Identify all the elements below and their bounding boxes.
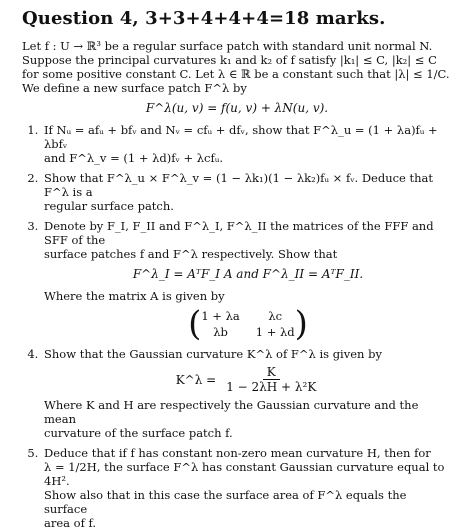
part-3-line-3: Where the matrix A is given by [44, 289, 225, 303]
matrix-cell: 1 + λd [255, 325, 295, 339]
intro-paragraph [22, 39, 452, 95]
part-5-line-1: Deduce that if f has constant non-zero mean curvature H, then for [44, 446, 431, 460]
fraction-denominator: 1 − 2λH + λ²K [226, 380, 317, 394]
part-5-line-2: λ = 1/2H, the surface F^λ has constant Gaussian curvature equal to 4H². [44, 460, 445, 488]
part-5 [42, 446, 452, 530]
matrix-cell: 1 + λa [201, 309, 240, 323]
fraction-numerator: K [263, 365, 280, 380]
fraction [222, 365, 320, 394]
question-parts [22, 123, 452, 530]
gaussian-curvature-equation [44, 365, 452, 394]
part-4-line-1: Show that the Gaussian curvature K^λ of F^λ is given by [44, 347, 382, 361]
intro-line-3: for some positive constant C. Let λ ∈ ℝ be a constant such that |λ| ≤ 1/C. [22, 67, 450, 81]
question-title: Question 4, 3+3+4+4+4=18 marks. [22, 8, 386, 29]
definition-equation: F^λ(u, v) = f(u, v) + λN(u, v). [145, 101, 329, 115]
intro-line-1: Let f : U → ℝ³ be a regular surface patch with standard unit normal N. [22, 39, 433, 53]
left-paren: ( [188, 304, 202, 344]
matrix-cell: λc [268, 309, 283, 323]
matrix-grid [201, 309, 294, 339]
part-2 [42, 171, 452, 213]
part-3-line-2: surface patches f and F^λ respectively. Show that [44, 247, 338, 261]
intro-line-4: We define a new surface patch F^λ by [22, 81, 247, 95]
part-2-line-2: regular surface patch. [44, 199, 174, 213]
intro-line-2: Suppose the principal curvatures k₁ and k₂ of f satisfy |k₁| ≤ C, |k₂| ≤ C [22, 53, 437, 67]
matrix-a [44, 304, 452, 344]
part-4-line-2: Where K and H are respectively the Gaussian curvature and the mean [44, 398, 419, 426]
part-5-line-3: Show also that in this case the surface area of F^λ equals the surface [44, 488, 407, 516]
matrix-cell: λb [213, 325, 228, 339]
part-3 [42, 219, 452, 344]
right-paren: ) [294, 304, 308, 344]
part-3-equation: F^λ_I = AᵀF_I A and F^λ_II = AᵀF_II. [132, 267, 364, 281]
part-1-line-1: If Nᵤ = afᵤ + bfᵥ and Nᵥ = cfᵤ + dfᵥ, show that F^λ_u = (1 + λa)fᵤ + λbfᵥ [44, 123, 438, 151]
part-3-line-1: Denote by F_I, F_II and F^λ_I, F^λ_II the matrices of the FFF and SFF of the [44, 219, 434, 247]
part-1-line-2: and F^λ_v = (1 + λd)fᵥ + λcfᵤ. [44, 151, 223, 165]
part-1 [42, 123, 452, 165]
part-5-line-4: area of f. [44, 516, 97, 530]
part-2-line-1: Show that F^λ_u × F^λ_v = (1 − λk₁)(1 − λk₂)fᵤ × fᵥ. Deduce that F^λ is a [44, 171, 434, 199]
equation-lhs: K^λ = [175, 372, 217, 387]
part-4 [42, 347, 452, 440]
part-4-line-3: curvature of the surface patch f. [44, 426, 233, 440]
